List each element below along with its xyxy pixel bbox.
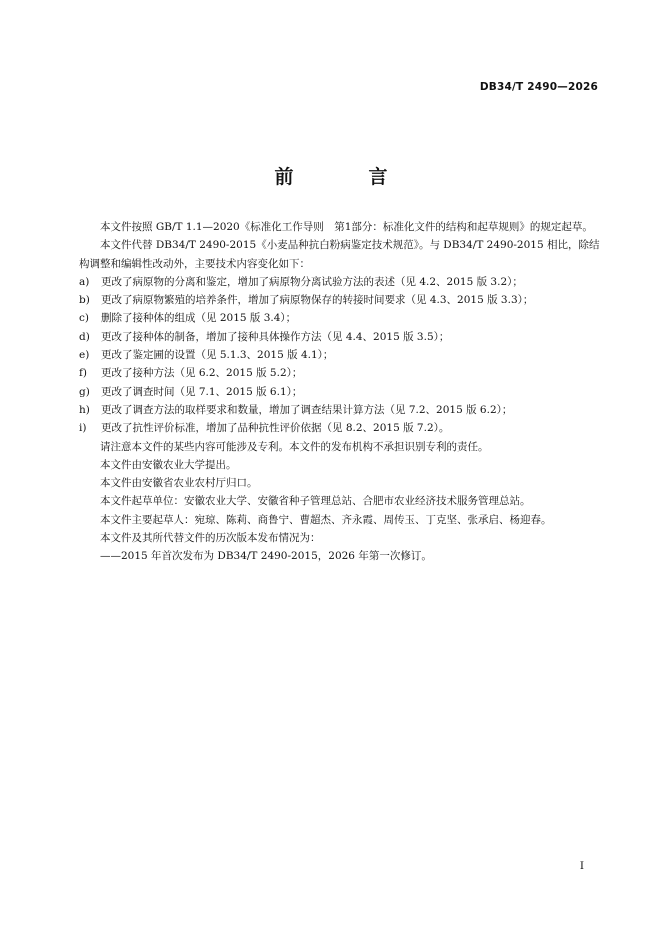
list-item xyxy=(79,419,602,437)
drafting-organizations: 本文件起草单位：安徽农业大学、安徽省种子管理总站、合肥市农业经济技术服务管理总站。 xyxy=(100,495,531,508)
list-item xyxy=(79,383,602,401)
list-item-text: 更改了抗性评价标准，增加了品种抗性评价依据（见 8.2、2015 版 7.2）。 xyxy=(101,422,450,435)
list-item-text: 更改了接种方法（见 6.2、2015 版 5.2）； xyxy=(101,367,303,380)
list-marker: c) xyxy=(79,312,89,325)
list-marker: e) xyxy=(79,349,90,362)
list-item xyxy=(79,291,602,309)
patent-notice: 请注意本文件的某些内容可能涉及专利。本文件的发布机构不承担识别专利的责任。 xyxy=(100,440,489,453)
list-item xyxy=(79,364,602,382)
list-item-text: 更改了接种体的制备，增加了接种具体操作方法（见 4.4、2015 版 3.5）； xyxy=(101,330,450,343)
foreword-body xyxy=(79,218,602,566)
list-item xyxy=(79,309,602,327)
list-item xyxy=(79,328,602,346)
list-marker: h) xyxy=(79,403,90,416)
list-item-text: 更改了病原物繁殖的培养条件，增加了病原物保存的转接时间要求（见 4.3、2015 版 3.3）； xyxy=(101,294,534,307)
list-item-text: 更改了调查方法的取样要求和数量，增加了调查结果计算方法（见 7.2、2015 版 6.2）； xyxy=(101,403,513,416)
list-item xyxy=(79,401,602,419)
list-marker: d) xyxy=(79,330,90,343)
list-marker: f) xyxy=(79,367,87,380)
intro-paragraph-2: 本文件代替 DB34/T 2490-2015《小麦品种抗白粉病鉴定技术规范》。与 DB34/T 2490-2015 相比，除结构调整和编辑性改动外，主要技术内容变化如下： xyxy=(79,239,600,270)
list-item-text: 更改了病原物的分离和鉴定，增加了病原物分离试验方法的表述（见 4.2、2015 版 3.2）； xyxy=(101,275,523,288)
drafters: 本文件主要起草人：宛琼、陈莉、商鲁宁、曹超杰、齐永霞、周传玉、丁克坚、张承启、杨迎春。 xyxy=(100,513,552,526)
standard-number: DB34/T 2490—2026 xyxy=(479,81,598,93)
list-marker: a) xyxy=(79,275,90,288)
proposer-statement: 本文件由安徽农业大学提出。 xyxy=(100,458,237,471)
list-item-text: 更改了调查时间（见 7.1、2015 版 6.1）； xyxy=(101,385,303,398)
list-item xyxy=(79,273,602,291)
list-marker: g) xyxy=(79,385,90,398)
history-entry: ——2015 年首次发布为 DB34/T 2490-2015，2026 年第一次修订。 xyxy=(100,550,432,563)
page-number: I xyxy=(579,860,584,872)
changes-list xyxy=(79,273,602,438)
list-marker: b) xyxy=(79,294,90,307)
administration-statement: 本文件由安徽省农业农村厅归口。 xyxy=(100,477,258,490)
page-title: 前 言 xyxy=(274,166,416,188)
intro-paragraph-1: 本文件按照 GB/T 1.1—2020《标准化工作导则 第1部分：标准化文件的结构和起草规则》的规定起草。 xyxy=(100,221,593,233)
history-intro: 本文件及其所代替文件的历次版本发布情况为： xyxy=(100,532,321,545)
list-item xyxy=(79,346,602,364)
list-item-text: 删除了接种体的组成（见 2015 版 3.4）； xyxy=(101,312,297,325)
list-item-text: 更改了鉴定圃的设置（见 5.1.3、2015 版 4.1）； xyxy=(101,349,334,362)
list-marker: i) xyxy=(79,422,87,435)
